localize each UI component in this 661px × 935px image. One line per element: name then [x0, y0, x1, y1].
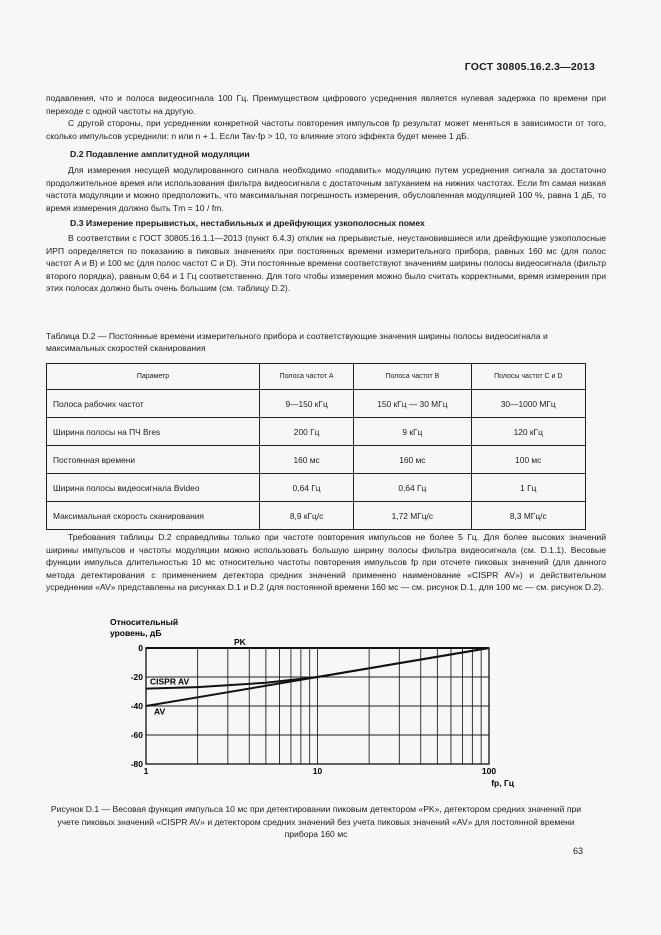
table-header-cell: Полоса частот A	[260, 364, 354, 390]
y-axis-label-line: Относительный	[110, 617, 179, 627]
table-row	[47, 502, 586, 530]
table-caption: Таблица D.2 — Постоянные времени измерительного прибора и соответствующие значения ширины полосы видеосигнала и максимальных скоростей сканирования	[46, 331, 548, 353]
y-tick-label: -80	[130, 759, 143, 769]
table-cell: 0,64 Гц	[260, 474, 354, 502]
table-cell: 100 мс	[471, 446, 586, 474]
y-tick-label: -40	[130, 701, 143, 711]
series-label-cispr-av: CISPR AV	[150, 676, 190, 687]
table-cell: Ширина полосы видеосигнала Bvideo	[47, 474, 260, 502]
table-cell: 150 кГц — 30 МГц	[354, 390, 471, 418]
x-tick-label: 100	[481, 766, 497, 776]
x-axis-label: fp, Гц	[491, 778, 514, 788]
paragraph-4: В соответствии с ГОСТ 30805.16.1.1—2013 (пункт 6.4.3) отклик на прерывистые, неустановившиеся или дрейфующие узкополосные ИРП определяется по показанию в пиковых значениях при постоянных времени измерительного прибора, равных 160 мс (для полос частот A и B) и 100 мс (для полос частот C и D). Эти постоянные времени соответствуют значениям ширины полосы видеосигнала (фильтр второго порядка), равным 0,64 и 1 Гц соответственно. Для того чтобы измерения можно было считать корректными, время измерения при этих полосах должно быть очень большим (см. таблицу D.2).	[46, 232, 606, 294]
series-label-av: AV	[154, 706, 166, 717]
table-row	[47, 390, 586, 418]
x-tick-label: 1	[143, 766, 149, 776]
body-text-top	[46, 92, 606, 295]
table-cell: 120 кГц	[471, 418, 586, 446]
y-axis-label-line: уровень, дБ	[110, 628, 162, 638]
table-cell: 30—1000 МГц	[471, 390, 586, 418]
table-row	[47, 474, 586, 502]
y-tick-label: 0	[138, 643, 143, 653]
series-label-pk: PK	[234, 637, 246, 647]
y-tick-labels	[131, 643, 144, 769]
x-tick-label: 10	[312, 766, 323, 776]
table-cell: Постоянная времени	[47, 446, 260, 474]
table-cell: 160 мс	[354, 446, 471, 474]
table-cell: 1 Гц	[471, 474, 586, 502]
body-text-bottom	[46, 531, 606, 594]
table-header-cell: Параметр	[47, 364, 260, 390]
table-cell: 1,72 МГц/с	[354, 502, 471, 530]
data-table	[46, 363, 586, 530]
paragraph-1: подавления, что и полоса видеосигнала 100 Гц. Преимуществом цифрового усреднения является нулевая задержка по времени при переходе с одной частоты на другую.	[46, 93, 606, 116]
table-cell: 200 Гц	[260, 418, 354, 446]
y-axis-label	[110, 617, 178, 638]
x-tick-labels	[144, 766, 497, 776]
table-cell: 8,3 МГц/с	[471, 502, 586, 530]
table-cell: 8,9 кГц/с	[260, 502, 354, 530]
table-cell: 0,64 Гц	[354, 474, 471, 502]
table-header-row	[47, 364, 586, 390]
heading-d2: D.2 Подавление амплитудной модуляции	[70, 149, 250, 160]
table-cell: 160 мс	[260, 446, 354, 474]
paragraph-5: Требования таблицы D.2 справедливы только при частоте повторения импульсов не более 5 Гц. Для более высоких значений ширины импульсов и частоты модуляции можно использовать большую ширину полосы фильтра видеосигнала (см. D.1.1). Весовые функции импульса длительностью 10 мс относительно частоты повторения импульсов fp при отсчете пиковых значений (для данного метода детектирования с применением детектора средних значений применено наименование «CISPR AV») и действительном усреднении «AV» представлены на рисунках D.1 и D.2 (для постоянной времени 160 мс — см. рисунок D.1, для 100 мс — см. рисунок D.2).	[46, 532, 606, 593]
table-cell: Полоса рабочих частот	[47, 390, 260, 418]
table-header-cell: Полосы частот C и D	[471, 364, 586, 390]
figure-caption: Рисунок D.1 — Весовая функция импульса 10 мс при детектировании пиковым детектором «PK», детектором средних значений при учете пиковых значений «CISPR AV» и детектором средних значений без учета пиковых значений «AV» для постоянной времени прибора 160 мс	[50, 804, 582, 840]
table-cell: 9—150 кГц	[260, 390, 354, 418]
table-row	[47, 446, 586, 474]
standard-number: ГОСТ 30805.16.2.3—2013	[464, 61, 595, 73]
table-header-cell: Полоса частот B	[354, 364, 471, 390]
chart-grid	[146, 648, 489, 764]
page-number: 63	[572, 846, 583, 856]
table-row	[47, 418, 586, 446]
table-cell: 9 кГц	[354, 418, 471, 446]
heading-d3: D.3 Измерение прерывистых, нестабильных и дрейфующих узкополосных помех	[70, 218, 425, 229]
paragraph-3: Для измерения несущей модулированного сигнала необходимо «подавить» модуляцию путем усреднения сигнала за достаточно продолжительное время или использования фильтра видеосигнала с достаточным затуханием на нижних частотах. Если fm самая низкая частота модуляции и можно предположить, что максимальная погрешность измерения, обусловленная модуляцией 100 %, равна 1 дБ, то время измерения должно быть Tm = 10 / fm.	[46, 164, 606, 213]
paragraph-2: С другой стороны, при усреднении конкретной частоты повторения импульсов fp результат может меняться в зависимости от того, сколько импульсов усреднили: n или n + 1. Если Tav·fp > 10, то влияние этого эффекта будет менее 1 дБ.	[46, 118, 606, 141]
table-cell: Максимальная скорость сканирования	[47, 502, 260, 530]
y-tick-label: -60	[130, 730, 143, 740]
y-tick-label: -20	[130, 672, 143, 682]
weighting-function-chart	[108, 612, 528, 797]
table-cell: Ширина полосы на ПЧ Bres	[47, 418, 260, 446]
